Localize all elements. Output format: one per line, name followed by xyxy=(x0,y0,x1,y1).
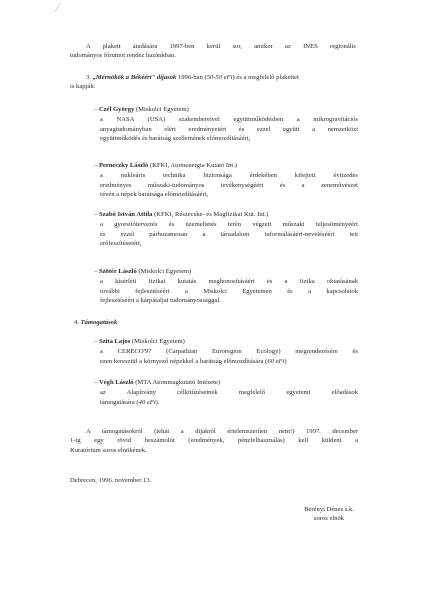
awardee-affiliation: (Miskolci Egyetem) xyxy=(136,268,192,275)
awardee-name: Szötér László xyxy=(98,268,137,275)
section-rest-text: ) és a megfelelő plakettet xyxy=(232,74,299,81)
awardee-name: Czél György xyxy=(98,106,135,113)
closing-line: A támogatásokról (tehát a díjakról értelemszerűen nem!) 1997. december xyxy=(86,428,358,435)
support-name: Végh László xyxy=(98,379,134,386)
award-amount: 50-50 eFt xyxy=(206,74,233,81)
support-entry: – Szita Lajos (Miskolci Egyetem) a CERECO'97 (Carpathian Euroregion Ecology) megrendezésére és ezen keresztül a környező népekkel a barátság előmozdítására (60 eFt) xyxy=(94,338,358,365)
signature-block xyxy=(284,505,374,524)
awardee-name: Perneczky László xyxy=(98,162,149,169)
awardee-entry: – Perneczky László (KFKI, Atomenergia Kutató Int.) a nukleáris technika biztonsága érdekében kifejtett évtizedes eredményes műszaki-tudományos tevékenységéért és a zeneművészet révén a népek barátsága előmozdításáért, xyxy=(94,162,358,199)
support-amount: 40 eFt xyxy=(138,398,156,406)
intro-line: tudományos fórumot rendez hazánkban. xyxy=(70,52,176,60)
signatory-title: soros elnök xyxy=(313,515,345,523)
awardee-line: a NASA (USA) szakembereivel együttműködésben a mikrogravitációs xyxy=(100,116,358,124)
closing-line: Kuratórium soros elnökének. xyxy=(70,446,147,454)
closing-paragraph xyxy=(70,427,358,455)
section-number: 3. xyxy=(86,74,91,81)
awardee-entry: – Szötér László (Miskolci Egyetem) a kísérleti fizikai kutatás meghonosításáért és a fizika oktatásának további fejlesztéséért a Miskolci Egyetemen és a kapcsolatok fejlesztéséért a kárpátaljai tudományossággal. xyxy=(94,268,358,305)
awardee-line: a nukleáris technika biztonsága érdekében kifejtett évtizedes xyxy=(100,172,358,180)
section-line: is kapják: xyxy=(70,83,96,91)
awardee-line: és ezzel párhuzamosan a társadalom informálásáért-neveléséért tett xyxy=(100,230,358,238)
support-line: a CERECO'97 (Carpathian Euroregion Ecology) megrendezésére és xyxy=(100,348,358,356)
intro-paragraph xyxy=(70,42,356,61)
signatory-name: Berényi Dénes s.k. xyxy=(304,506,354,513)
awardee-line: erőfeszítéseiért, xyxy=(100,240,142,248)
support-line: támogatására (40 eFt). xyxy=(100,398,160,406)
awardee-affiliation: (KFKI, Részecske- és Magfizikai Kut. Int.) xyxy=(152,211,269,218)
awardee-entry: – Szabó István Attila (KFKI, Részecske- és Magfizikai Kut. Int.) a gyorsítótervezés és üzemeltetés terén végzett műszaki teljesítményéért és ezzel párhuzamosan a társadalom informálásáért-neveléséért tett erőfeszítéseiért, xyxy=(94,211,358,248)
awardee-name: Szabó István Attila xyxy=(98,211,153,218)
section-number: 4. xyxy=(74,319,79,326)
closing-line: 1-ig egy rövid beszámolót (eredmények, pénzfelhasználás) kell küldeni a xyxy=(70,437,358,445)
awardee-affiliation: (KFKI, Atomenergia Kutató Int.) xyxy=(148,162,238,169)
support-name: Szita Lajos xyxy=(98,338,131,345)
awardee-line: eredményes műszaki-tudományos tevékenységéért és a zeneművészet xyxy=(100,181,358,189)
awardee-line: a kísérleti fizikai kutatás meghonosításáért és a fizika oktatásának xyxy=(100,278,358,286)
support-affiliation: (MTA Atommagkutató Intézete) xyxy=(133,379,221,386)
awardee-entry: – Czél György (Miskolci Egyetem) a NASA (USA) szakembereivel együttműködésben a mikrogravitációs anyagtudományban elért eredményeiért és ezzel együtt a nemzetközi együttműködés és barátság szellemének előmozdításáért, xyxy=(94,106,358,143)
section-4-heading xyxy=(74,318,274,327)
place-date xyxy=(70,476,270,485)
pen-mark xyxy=(52,2,62,14)
awardee-line: anyagtudományban elért eredményeiért és ezzel együtt a nemzetközi xyxy=(100,125,358,133)
support-line: az Alapítvány célkitűzéseinek megfelelő egyetemi előadások xyxy=(100,389,358,397)
awardee-affiliation: (Miskolci Egyetem) xyxy=(134,106,189,113)
place-date-text: Debrecen, 1996. november 13. xyxy=(70,477,152,484)
awardee-line: együttműködés és barátság szellemének előmozdításáért, xyxy=(100,135,251,143)
awardee-line: további fejlesztéséért a Miskolci Egyetemen és a kapcsolatok xyxy=(100,287,358,295)
support-affiliation: (Miskolci Egyetem) xyxy=(130,338,185,345)
support-amount: 60 eFt xyxy=(267,357,285,365)
awardee-line: a gyorsítótervezés és üzemeltetés terén végzett műszaki teljesítményéért xyxy=(100,221,358,229)
section-title: „Mérnökök a Békéért" díjasok xyxy=(92,74,177,81)
support-line: ezen keresztül a környező népekkel a barátság előmozdítására (60 eFt) xyxy=(100,357,287,365)
section-title: Támogatások xyxy=(80,319,118,326)
support-entry: – Végh László (MTA Atommagkutató Intézete) az Alapítvány célkitűzéseinek megfelelő egyetemi előadások támogatására (40 eFt). xyxy=(94,379,358,406)
intro-line: A plakett átadására 1997-ben kerül sor, amikor az INES regionális xyxy=(86,43,356,50)
awardee-line: révén a népek barátsága előmozdításáért, xyxy=(100,191,209,199)
awardee-line: fejlesztéséért a kárpátaljai tudományossággal. xyxy=(100,297,221,305)
section-year-text: 1996-ban ( xyxy=(176,74,207,81)
section-3-heading xyxy=(70,73,358,92)
